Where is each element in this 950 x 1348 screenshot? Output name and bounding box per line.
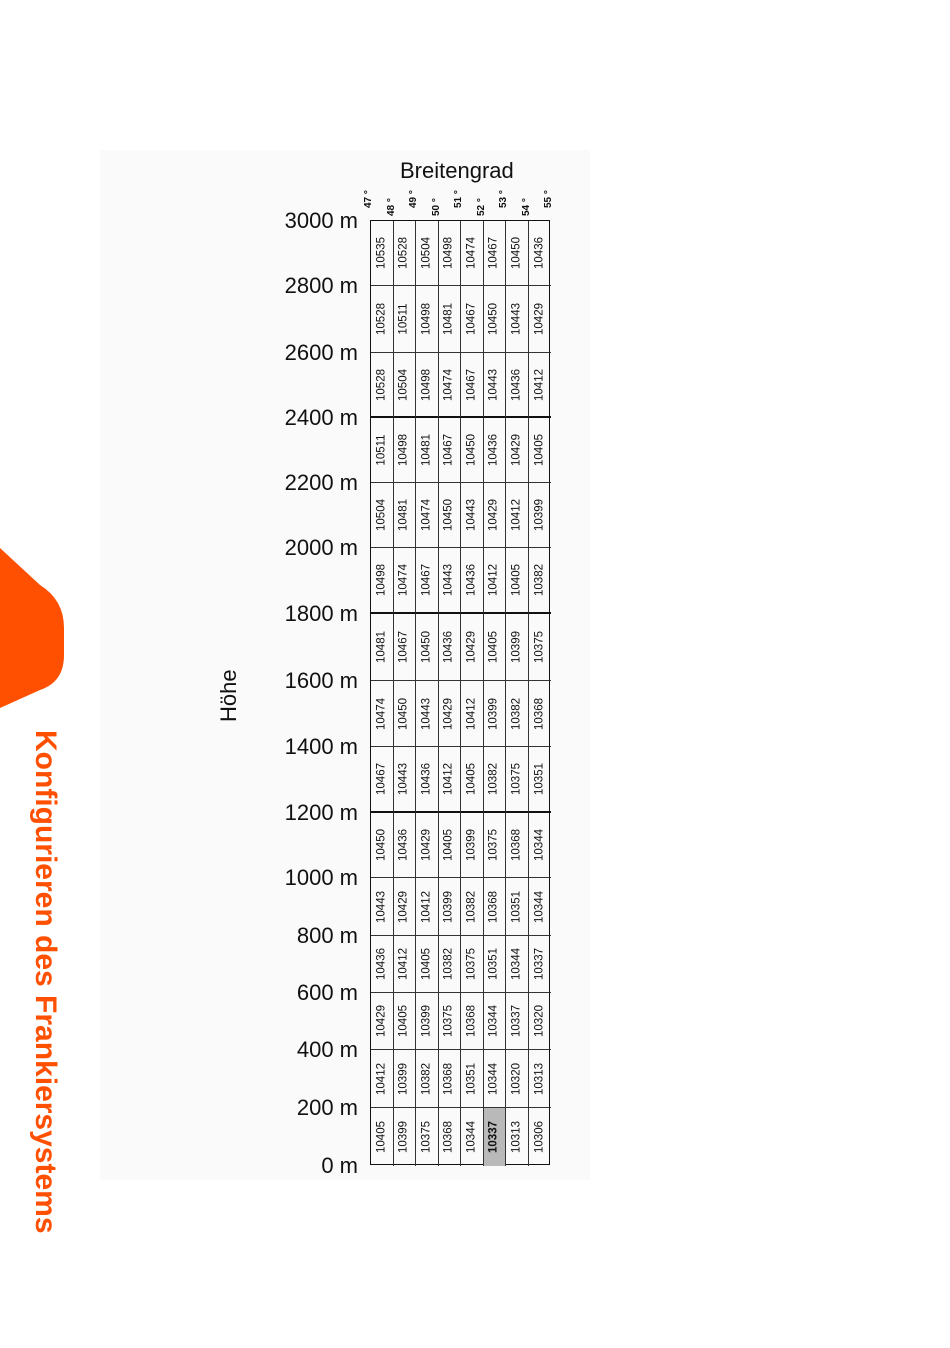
table-cell (506, 1108, 529, 1166)
table-cell (529, 1050, 552, 1108)
table-cell (394, 681, 417, 747)
table-cell (461, 681, 484, 747)
cell-value: 10399 (397, 1062, 410, 1095)
table-cell (506, 221, 529, 286)
table-cell (439, 286, 462, 353)
cell-value: 10382 (533, 564, 545, 596)
cell-value: 10412 (487, 564, 500, 596)
table-cell (394, 418, 417, 483)
altitude-label: 1000 m (284, 865, 358, 890)
cell-value: 10528 (375, 368, 387, 401)
cell-value: 10405 (397, 1005, 410, 1037)
table-cell (439, 813, 462, 878)
cell-value: 10351 (487, 948, 500, 980)
table-cell (416, 878, 439, 936)
table-cell (394, 993, 417, 1050)
table-cell (461, 614, 484, 681)
table-cell (416, 747, 439, 813)
table-cell (484, 936, 507, 993)
cell-value: 10399 (420, 1005, 432, 1037)
table-cell (439, 681, 462, 747)
table-cell (484, 221, 507, 286)
table-cell (394, 1050, 417, 1108)
cell-value: 10474 (442, 368, 455, 401)
table-cell (371, 936, 394, 993)
table-cell (506, 813, 529, 878)
cell-value: 10382 (465, 890, 477, 923)
cell-value: 10504 (375, 499, 387, 531)
cell-value: 10429 (375, 1005, 387, 1037)
table-cell (394, 1108, 417, 1166)
table-cell (416, 1108, 439, 1166)
cell-value: 10399 (442, 890, 455, 923)
altitude-label: 600 m (296, 980, 358, 1005)
table-cell (506, 614, 529, 681)
cell-value: 10474 (375, 697, 387, 730)
cell-value: 10344 (487, 1062, 500, 1095)
table-cell (461, 1108, 484, 1166)
altitude-label: 2600 m (284, 340, 358, 365)
cell-value: 10368 (465, 1005, 477, 1037)
cell-value: 10351 (510, 890, 522, 923)
cell-value: 10412 (375, 1062, 387, 1095)
table-cell (394, 936, 417, 993)
cell-value: 10467 (442, 434, 455, 466)
table-cell (416, 418, 439, 483)
cell-value: 10481 (375, 631, 387, 663)
cell-value: 10481 (442, 303, 455, 335)
table-cell (484, 1050, 507, 1108)
cell-value: 10429 (420, 829, 432, 861)
cell-value: 10412 (533, 368, 545, 401)
table-cell (394, 614, 417, 681)
table-cell (439, 936, 462, 993)
table-cell (461, 1050, 484, 1108)
cell-value: 10467 (375, 763, 387, 795)
table-cell (529, 614, 552, 681)
altitude-label: 3000 m (284, 208, 358, 233)
latitude-label: 55 ° (543, 190, 554, 208)
cell-value: 10481 (397, 499, 410, 531)
table-cell (439, 548, 462, 614)
table-cell (371, 286, 394, 353)
cell-value: 10368 (442, 1121, 455, 1153)
table-cell (439, 1050, 462, 1108)
table-cell (461, 813, 484, 878)
table-cell (394, 353, 417, 418)
table-cell (371, 1108, 394, 1166)
table-cell (439, 747, 462, 813)
cell-value: 10436 (375, 948, 387, 980)
table-cell (484, 483, 507, 548)
cell-value: 10528 (397, 237, 410, 269)
latitude-label: 49 ° (408, 190, 419, 208)
cell-value: 10337 (487, 1121, 500, 1153)
cell-value: 10344 (533, 890, 545, 923)
table-cell (529, 418, 552, 483)
cell-value: 10399 (397, 1121, 410, 1153)
cell-value: 10436 (420, 763, 432, 795)
table-cell (416, 548, 439, 614)
table-cell (484, 993, 507, 1050)
cell-value: 10429 (397, 890, 410, 923)
cell-value: 10399 (487, 697, 500, 730)
table-cell (529, 936, 552, 993)
altitude-label: 1600 m (284, 668, 358, 693)
cell-value: 10443 (510, 303, 522, 335)
cell-value: 10429 (533, 303, 545, 335)
table-cell (371, 878, 394, 936)
table-cell (529, 747, 552, 813)
table-cell (461, 993, 484, 1050)
altitude-label: 800 m (296, 923, 358, 948)
table-cell (461, 548, 484, 614)
table-cell (371, 614, 394, 681)
cell-value: 10412 (465, 697, 477, 730)
cell-value: 10450 (442, 499, 455, 531)
cell-value: 10313 (510, 1121, 522, 1153)
table-cell (529, 353, 552, 418)
table-cell (506, 681, 529, 747)
cell-value: 10467 (465, 303, 477, 335)
table-cell (529, 483, 552, 548)
table-cell (416, 614, 439, 681)
cell-value: 10351 (465, 1062, 477, 1095)
table-cell (394, 878, 417, 936)
altitude-label: 2200 m (284, 470, 358, 495)
cell-value: 10450 (465, 434, 477, 466)
cell-value: 10375 (420, 1121, 432, 1153)
latitude-label: 47 ° (363, 190, 374, 208)
table-cell (371, 548, 394, 614)
table-cell (371, 747, 394, 813)
table-cell (461, 483, 484, 548)
table-cell (461, 221, 484, 286)
cell-value: 10504 (397, 368, 410, 401)
cell-value: 10382 (510, 697, 522, 730)
table-cell (439, 614, 462, 681)
cell-value: 10382 (487, 763, 500, 795)
section-title: Konfigurieren des Frankiersystems (29, 730, 62, 1234)
table-cell (416, 993, 439, 1050)
latitude-label: 51 ° (453, 190, 464, 208)
cell-value: 10337 (533, 948, 545, 980)
altitude-heading: Höhe (216, 669, 241, 722)
altitude-label: 1800 m (284, 601, 358, 626)
cell-value: 10351 (533, 763, 545, 795)
table-cell (529, 286, 552, 353)
cell-value: 10436 (397, 829, 410, 861)
cell-value: 10498 (420, 303, 432, 335)
cell-value: 10412 (442, 763, 455, 795)
cell-value: 10405 (420, 948, 432, 980)
table-cell (506, 483, 529, 548)
cell-value: 10313 (533, 1062, 545, 1095)
latitude-heading: Breitengrad (400, 158, 514, 183)
table-cell (529, 681, 552, 747)
cell-value: 10450 (397, 697, 410, 730)
cell-value: 10337 (510, 1005, 522, 1037)
table-cell (484, 548, 507, 614)
table-cell (461, 747, 484, 813)
cell-value: 10443 (465, 499, 477, 531)
cell-value: 10498 (442, 237, 455, 269)
table-cell (506, 548, 529, 614)
cell-value: 10474 (397, 564, 410, 596)
cell-value: 10405 (487, 631, 500, 663)
cell-value: 10436 (510, 368, 522, 401)
cell-value: 10436 (533, 237, 545, 269)
altitude-label: 1400 m (284, 734, 358, 759)
cell-value: 10344 (487, 1005, 500, 1037)
table-cell (506, 993, 529, 1050)
table-cell (484, 813, 507, 878)
table-cell (371, 483, 394, 548)
table-cell (484, 418, 507, 483)
table-cell (461, 418, 484, 483)
table-cell (416, 936, 439, 993)
table-cell (439, 353, 462, 418)
cell-value: 10467 (465, 368, 477, 401)
table-cell (371, 353, 394, 418)
cell-value: 10528 (375, 303, 387, 335)
table-cell (529, 1108, 552, 1166)
table-cell (439, 993, 462, 1050)
table-cell (371, 221, 394, 286)
cell-value: 10375 (442, 1005, 455, 1037)
table-cell (484, 878, 507, 936)
cell-value: 10375 (510, 763, 522, 795)
cell-value: 10443 (375, 890, 387, 923)
cell-value: 10498 (420, 368, 432, 401)
cell-value: 10450 (510, 237, 522, 269)
table-cell (394, 813, 417, 878)
latitude-label: 53 ° (498, 190, 509, 208)
table-cell (394, 548, 417, 614)
latitude-label: 54 ° (520, 198, 532, 216)
cell-value: 10375 (487, 829, 500, 861)
table-cell (439, 1108, 462, 1166)
table-cell (484, 286, 507, 353)
cell-value: 10429 (487, 499, 500, 531)
latitude-label: 50 ° (430, 198, 442, 216)
cell-value: 10450 (487, 303, 500, 335)
table-cell (394, 221, 417, 286)
cell-value: 10436 (442, 631, 455, 663)
table-cell (371, 813, 394, 878)
table-cell (371, 993, 394, 1050)
altitude-label: 2000 m (284, 535, 358, 560)
table-cell (371, 681, 394, 747)
table-cell (394, 747, 417, 813)
cell-value: 10467 (487, 237, 500, 269)
side-tab-marker (0, 0, 70, 720)
cell-value: 10344 (533, 829, 545, 861)
table-cell (484, 614, 507, 681)
altitude-label: 2400 m (284, 405, 358, 430)
cell-value: 10405 (442, 829, 455, 861)
cell-value: 10511 (397, 303, 410, 335)
altitude-label: 2800 m (284, 273, 358, 298)
table-cell (529, 221, 552, 286)
cell-value: 10368 (533, 697, 545, 730)
cell-value: 10368 (487, 890, 500, 923)
cell-value: 10368 (442, 1062, 455, 1095)
cell-value: 10405 (533, 434, 545, 466)
table-cell (529, 878, 552, 936)
table-cell (416, 1050, 439, 1108)
cell-value: 10443 (420, 697, 432, 730)
table-cell (506, 418, 529, 483)
cell-value: 10429 (442, 697, 455, 730)
table-cell (439, 878, 462, 936)
cell-value: 10344 (465, 1121, 477, 1153)
cell-value: 10450 (375, 829, 387, 861)
cell-value: 10474 (420, 499, 432, 531)
table-cell (484, 1108, 507, 1166)
cell-value: 10443 (487, 368, 500, 401)
table-cell (371, 418, 394, 483)
table-cell (416, 286, 439, 353)
cell-value: 10443 (397, 763, 410, 795)
cell-value: 10504 (420, 237, 432, 269)
table-cell (439, 221, 462, 286)
cell-value: 10344 (510, 948, 522, 980)
table-cell (371, 1050, 394, 1108)
table-cell (416, 681, 439, 747)
table-cell (506, 878, 529, 936)
table-cell (461, 286, 484, 353)
latitude-label: 48 ° (385, 198, 397, 216)
cell-value: 10412 (510, 499, 522, 531)
cell-value: 10320 (533, 1005, 545, 1037)
table-cell (461, 936, 484, 993)
cell-value: 10375 (533, 631, 545, 663)
cell-value: 10436 (487, 434, 500, 466)
cell-value: 10368 (510, 829, 522, 861)
cell-value: 10382 (420, 1062, 432, 1095)
cell-value: 10399 (533, 499, 545, 531)
altitude-label: 400 m (296, 1037, 358, 1062)
cell-value: 10443 (442, 564, 455, 596)
cell-value: 10399 (465, 829, 477, 861)
table-cell (529, 993, 552, 1050)
table-cell (506, 286, 529, 353)
altitude-label: 200 m (296, 1095, 358, 1120)
table-cell (506, 353, 529, 418)
altitude-label: 1200 m (284, 800, 358, 825)
cell-value: 10405 (375, 1121, 387, 1153)
table-cell (394, 286, 417, 353)
gravity-value-grid (370, 220, 550, 1165)
table-cell (529, 548, 552, 614)
table-cell (529, 813, 552, 878)
latitude-label: 52 ° (475, 198, 487, 216)
cell-value: 10511 (375, 434, 387, 466)
cell-value: 10535 (375, 237, 387, 269)
table-cell (439, 418, 462, 483)
cell-value: 10450 (420, 631, 432, 663)
cell-value: 10498 (397, 434, 410, 466)
table-cell (416, 483, 439, 548)
table-cell (416, 221, 439, 286)
table-cell (506, 936, 529, 993)
table-cell (416, 813, 439, 878)
table-cell (416, 353, 439, 418)
cell-value: 10467 (420, 564, 432, 596)
table-cell (394, 483, 417, 548)
table-cell (439, 483, 462, 548)
cell-value: 10375 (465, 948, 477, 980)
cell-value: 10412 (420, 890, 432, 923)
table-cell (484, 681, 507, 747)
cell-value: 10481 (420, 434, 432, 466)
cell-value: 10405 (510, 564, 522, 596)
cell-value: 10429 (510, 434, 522, 466)
cell-value: 10467 (397, 631, 410, 663)
cell-value: 10320 (510, 1062, 522, 1095)
table-cell (484, 747, 507, 813)
table-cell (506, 747, 529, 813)
table-cell (506, 1050, 529, 1108)
cell-value: 10382 (442, 948, 455, 980)
cell-value: 10399 (510, 631, 522, 663)
cell-value: 10474 (465, 237, 477, 269)
cell-value: 10429 (465, 631, 477, 663)
table-cell (461, 353, 484, 418)
cell-value: 10405 (465, 763, 477, 795)
cell-value: 10498 (375, 564, 387, 596)
table-cell (461, 878, 484, 936)
altitude-label: 0 m (321, 1153, 358, 1178)
cell-value: 10436 (465, 564, 477, 596)
table-cell (484, 353, 507, 418)
cell-value: 10412 (397, 948, 410, 980)
cell-value: 10306 (533, 1121, 545, 1153)
